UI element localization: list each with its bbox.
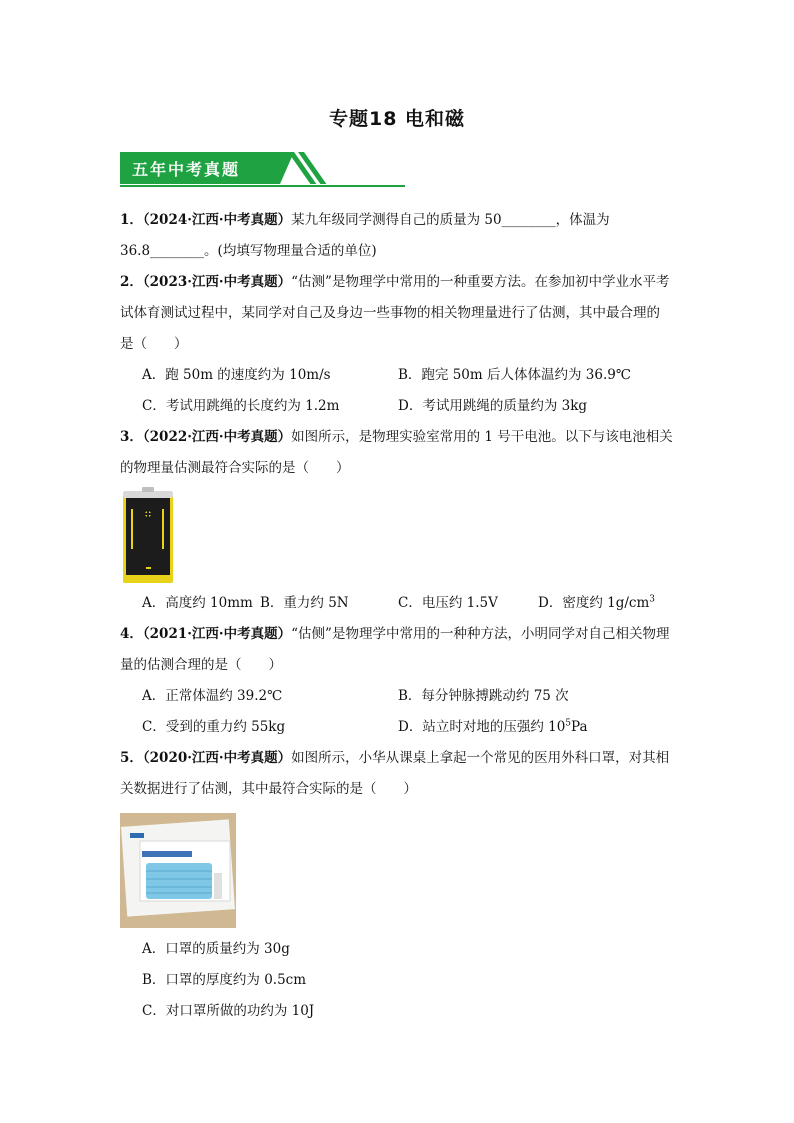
mask-illustration [120,813,236,928]
option-d: D．密度约 $1g/cm^3$ [538,594,655,611]
section-label: 五年中考真题 [132,160,241,179]
question-4 [120,619,680,743]
option-c: C．电压约 1.5V [398,595,498,611]
option-a: A．高度约 10mm [142,595,253,611]
question-list [120,205,680,1027]
question-text: “估测”是物理学中常用的一种重要方法。在参加初中学业水平考 [291,274,670,290]
question-number: 2． [120,274,143,290]
question-number: 5． [120,750,143,766]
question-text: 36.8________。(均填写物理量合适的单位) [120,243,377,259]
question-source: （2021·江西·中考真题） [142,626,292,642]
option-b: B．重力约 5N [260,595,349,611]
option-c: C．对口罩所做的功约为 10J [142,1003,315,1019]
battery-illustration [122,487,174,584]
mask-image [120,813,236,928]
question-number: 3． [120,429,143,445]
section-banner [120,152,405,188]
option-a: A．正常体温约 39.2℃ [142,688,283,704]
options [120,681,680,743]
question-text: 如图所示，小华从课桌上拿起一个常见的医用外科口罩，对其相 [291,750,670,766]
option-b: B．跑完 50m 后人体体温约为 36.9℃ [398,367,631,383]
question-2 [120,267,680,422]
options [120,360,680,422]
option-d: D．站立时对地的压强约 $10^5Pa$ [398,718,588,735]
banner-underline [120,185,405,187]
question-text: 关数据进行了估测，其中最符合实际的是（ ） [120,781,417,797]
question-source: （2022·江西·中考真题） [142,429,292,445]
question-text: 量的估测合理的是（ ） [120,657,282,673]
battery-image [122,487,174,584]
question-5 [120,743,680,1027]
question-text: 是（ ） [120,336,188,352]
option-c: C．考试用跳绳的长度约为 1.2m [142,398,340,414]
page-title: 专题18 电和磁 [328,108,466,130]
question-text: 如图所示，是物理实验室常用的 1 号干电池。以下与该电池相关 [291,429,673,445]
question-3 [120,422,680,619]
question-number: 4． [120,626,143,642]
question-source: （2020·江西·中考真题） [142,750,292,766]
question-text: 某九年级同学测得自己的质量为 50________，体温为 [291,212,610,228]
option-a: A．跑 50m 的速度约为 10m/s [142,367,331,383]
option-a: A．口罩的质量约为 30g [142,941,290,957]
option-c: C．受到的重力约 55kg [142,719,286,735]
question-number: 1． [120,212,143,228]
question-1 [120,205,680,267]
option-b: B．口罩的厚度约为 0.5cm [142,972,307,988]
question-text: 试体育测试过程中，某同学对自己及身边一些事物的相关物理量进行了估测，其中最合理的 [120,305,660,321]
option-d: D．考试用跳绳的质量约为 3kg [398,398,588,414]
question-source: （2024·江西·中考真题） [142,212,292,228]
question-text: “估侧”是物理学中常用的一种种方法，小明同学对自己相关物理 [291,626,670,642]
question-text: 的物理量估测最符合实际的是（ ） [120,460,350,476]
question-source: （2023·江西·中考真题） [142,274,292,290]
option-b: B．每分钟脉搏跳动约 75 次 [398,688,569,704]
options [120,588,680,619]
